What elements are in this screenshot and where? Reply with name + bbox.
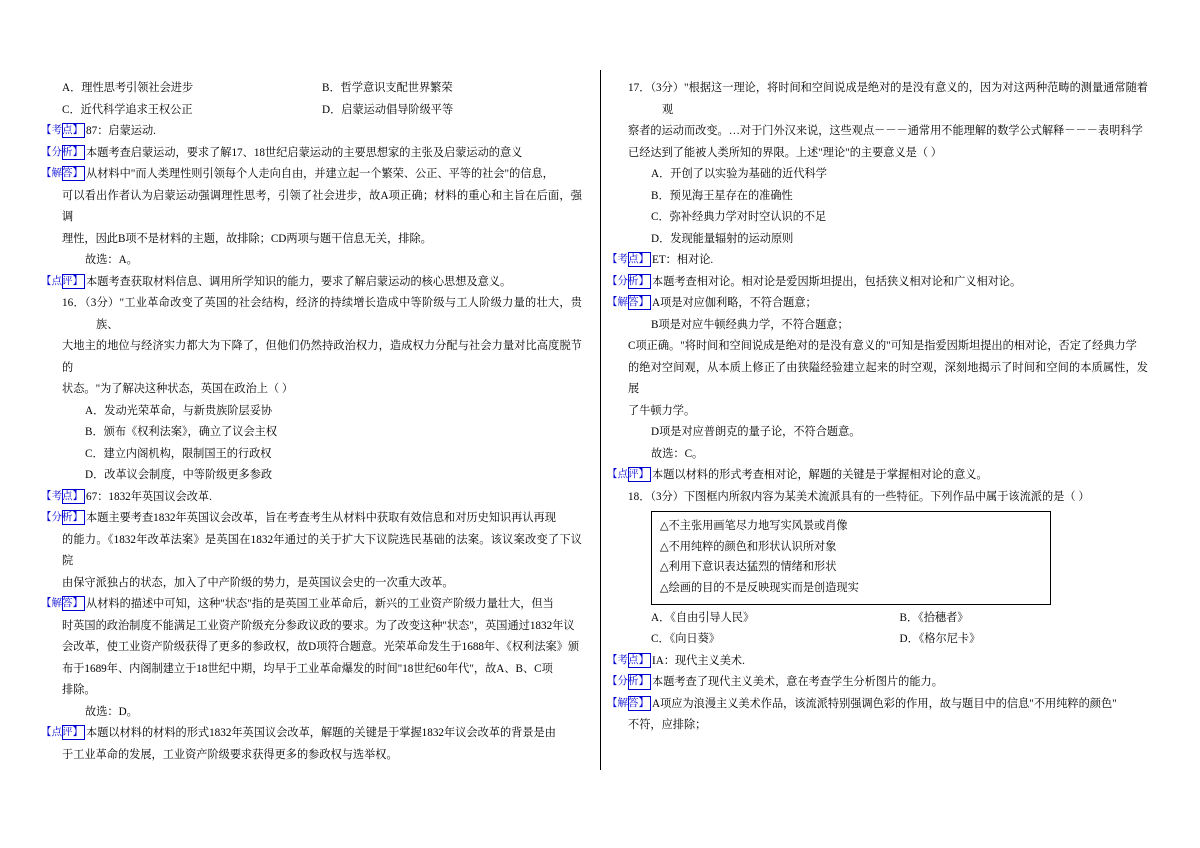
q17-stem3: 已经达到了能被人类所知的界限。上述"理论"的主要意义是（ ）	[628, 146, 942, 159]
q17-fenxi-text: 本题考查相对论。相对论是爱因斯坦提出，包括狭义相对论和广义相对论。	[652, 275, 1022, 288]
q18-jieda-p2: 不符，应排除；	[628, 719, 707, 732]
q17-dianping	[607, 465, 1148, 487]
q17-option-d: D．发现能量辐射的运动原则	[651, 232, 794, 245]
fenxi-tag: 【分析】	[628, 674, 651, 689]
q18-feature-1: △不主张用画笔尽力地写实风景或肖像	[660, 520, 848, 532]
q16-dianping-line1	[41, 723, 582, 745]
q16-fenxi-p3: 由保守派独占的状态，加入了中产阶级的势力，是英国议会史的一次重大改革。	[62, 576, 454, 589]
q17-jieda-p5: 了牛顿力学。	[628, 404, 696, 417]
q16-dianping-p1: 本题以材料的材料的形式1832年英国议会改革，解题的关键是于掌握1832年议会改革的背景是由	[86, 727, 556, 739]
kaodian-tag: 【考点】	[62, 123, 85, 138]
q16-option-c: C．建立内阁机构，限制国王的行政权	[85, 447, 272, 460]
q18-feature-2: △不用纯粹的颜色和形状认识所对象	[660, 540, 837, 553]
q17-jieda-p1: A项是对应伽利略，不符合题意；	[652, 297, 817, 309]
q18-number: 18．	[628, 490, 651, 503]
q15-options-cd	[62, 100, 582, 122]
q18-stem	[628, 487, 1148, 509]
q17-jieda-p2: B项是对应牛顿经典力学，不符合题意；	[651, 318, 849, 331]
fenxi-tag: 【分析】	[62, 510, 85, 525]
q15-fenxi-text: 本题考查启蒙运动，要求了解17、18世纪启蒙运动的主要思想家的主张及启蒙运动的意义	[86, 146, 523, 159]
q16-dianping-p2: 于工业革命的发展，工业资产阶级要求获得更多的参政权与选举权。	[62, 748, 398, 761]
q15-option-b: B．哲学意识支配世界繁荣	[322, 82, 453, 94]
q16-jieda-p1: 从材料的描述中可知，这种"状态"指的是英国工业革命后，新兴的工业资产阶级力量壮大，但当	[86, 598, 554, 610]
q17-option-b: B．预见海王星存在的准确性	[651, 189, 793, 202]
q17-jieda-p6: D项是对应普朗克的量子论，不符合题意。	[651, 426, 861, 438]
q15-jieda-p1: 从材料中"而人类理性则引领每个人走向自由，并建立起一个繁荣、公正、平等的社会"的信息，	[86, 168, 554, 180]
q16-fenxi-line1	[41, 508, 582, 530]
right-column	[607, 78, 1148, 737]
q15-option-c: C．近代科学追求王权公正	[62, 103, 193, 116]
jieda-tag: 【解答】	[628, 696, 651, 711]
q17-score: （3分）	[650, 82, 685, 94]
q15-options-ab	[62, 78, 582, 100]
fenxi-tag: 【分析】	[62, 145, 85, 160]
q18-stem-text: 下图框内所叙内容为某美术流派具有的一些特征。下列作品中属于该流派的是（ ）	[683, 490, 1090, 503]
left-column	[41, 78, 582, 766]
q18-fenxi	[607, 672, 1148, 694]
q18-option-b: B．《拾穗者》	[899, 611, 969, 624]
q16-jieda-p4: 布于1689年、内阁制建立于18世纪中期，均早于工业革命爆发的时间"18世纪60年代"，故A、B、C项	[62, 662, 553, 675]
dianping-tag: 【点评】	[62, 725, 85, 740]
q16-fenxi-p1: 本题主要考查1832年英国议会改革，旨在考查考生从材料中获取有效信息和对历史知识再认再现	[86, 512, 556, 524]
q16-jieda-p5: 排除。	[62, 684, 96, 696]
q18-score: （3分）	[650, 490, 684, 503]
dianping-tag: 【点评】	[62, 274, 85, 289]
q15-kaodian-text: 87：启蒙运动.	[86, 125, 156, 137]
q16-stem2: 大地主的地位与经济实力都大为下降了，但他们仍然持政治权力，造成权力分配与社会力量对比高度脱节的	[62, 340, 582, 374]
q17-fenxi	[607, 272, 1148, 294]
q15-jieda-line1	[41, 164, 582, 186]
q16-stem-line1	[62, 293, 582, 336]
q15-jieda-p2: 可以看出作者认为启蒙运动强调理性思考，引领了社会进步，故A项正确；材料的重心和主旨在后面，强调	[62, 189, 582, 223]
q17-option-c: C．弥补经典力学对时空认识的不足	[651, 211, 827, 223]
q18-option-a: A．《自由引导人民》	[651, 611, 755, 624]
q18-fenxi-text: 本题考查了现代主义美术，意在考查学生分析图片的能力。	[652, 676, 943, 689]
q18-option-d: D．《格尔尼卡》	[899, 633, 981, 646]
kaodian-tag: 【考点】	[628, 252, 651, 267]
q18-options-ab	[628, 608, 1148, 630]
q17-number: 17．	[628, 82, 651, 94]
q15-dianping	[41, 272, 582, 294]
q16-number: 16．	[62, 297, 85, 309]
q16-kaodian	[41, 487, 582, 509]
q17-jieda-answer: 故选：C。	[651, 447, 704, 460]
q16-fenxi-p2: 的能力。《1832年改革法案》是英国在1832年通过的关于扩大下议院选民基础的法案。该议案改变了下议院	[62, 533, 582, 567]
q16-jieda-p2: 时英国的政治制度不能满足工业资产阶级充分参政议政的要求。为了改变这种"状态"，英国通过1832年议	[62, 619, 575, 632]
q18-jieda-line1	[607, 694, 1148, 716]
q18-jieda-p1: A项应为浪漫主义美术作品，该流派特别强调色彩的作用，故与题目中的信息"不用纯粹的颜色"	[652, 697, 1117, 710]
jieda-tag: 【解答】	[62, 166, 85, 181]
q18-options-cd	[628, 629, 1148, 651]
q16-jieda-line1	[41, 594, 582, 616]
q16-option-d: D．改革议会制度，中等阶级更多参政	[85, 469, 273, 481]
q18-kaodian-text: IA：现代主义美术.	[652, 654, 745, 667]
q17-option-a: A．开创了以实验为基础的近代科学	[651, 168, 827, 180]
q17-dianping-text: 本题以材料的形式考查相对论，解题的关键是于掌握相对论的意义。	[652, 469, 988, 481]
q17-jieda-p3: C项正确。"将时间和空间说成是绝对的是没有意义的"可知是指爱因斯坦提出的相对论，否定了经典力学	[628, 340, 1137, 352]
q15-kaodian	[41, 121, 582, 143]
q18-feature-4: △绘画的目的不是反映现实而是创造现实	[660, 582, 859, 595]
q16-stem3: 状态。"为了解决这种状态，英国在政治上（ ）	[62, 383, 294, 395]
kaodian-tag: 【考点】	[628, 653, 651, 668]
q15-option-a: A．理性思考引领社会进步	[62, 82, 194, 94]
q18-option-c: C．《向日葵》	[651, 633, 720, 646]
column-divider	[600, 70, 601, 770]
q17-stem1: "根据这一理论，将时间和空间说成是绝对的是没有意义的，因为对这两种范畴的测量通常随着观	[662, 82, 1148, 116]
fenxi-tag: 【分析】	[628, 274, 651, 289]
q15-jieda-answer: 故选：A。	[85, 254, 138, 266]
q16-jieda-p3: 会改革，使工业资产阶级获得了更多的参政权，故D项符合题意。光荣革命发生于1688年、《权利法案》颁	[62, 641, 580, 653]
q16-kaodian-text: 67：1832年英国议会改革.	[86, 490, 212, 503]
jieda-tag: 【解答】	[62, 596, 85, 611]
q18-feature-3: △利用下意识表达猛烈的情绪和形状	[660, 561, 837, 574]
q18-kaodian	[607, 651, 1148, 673]
q16-score: （3分）	[84, 297, 120, 309]
q16-option-a: A．发动光荣革命，与新贵族阶层妥协	[85, 404, 273, 417]
q17-kaodian	[607, 250, 1148, 272]
q16-stem1: "工业革命改变了英国的社会结构，经济的持续增长造成中等阶级与工人阶级力量的壮大，贵族、	[96, 297, 582, 331]
q16-option-b: B．颁布《权利法案》，确立了议会主权	[85, 426, 278, 438]
q15-fenxi	[41, 143, 582, 165]
q15-dianping-text: 本题考查获取材料信息、调用所学知识的能力，要求了解启蒙运动的核心思想及意义。	[86, 275, 512, 288]
jieda-tag: 【解答】	[628, 295, 651, 310]
dianping-tag: 【点评】	[628, 467, 651, 482]
q18-feature-box	[651, 511, 1051, 605]
q15-option-d: D．启蒙运动倡导阶级平等	[322, 103, 454, 116]
q16-jieda-answer: 故选：D。	[85, 705, 138, 718]
q17-jieda-p4: 的绝对空间观，从本质上修正了由狭隘经验建立起来的时空观，深刻地揭示了时间和空间的本质属性，发展	[628, 361, 1148, 395]
q17-jieda-line1	[607, 293, 1148, 315]
q17-stem-line1	[628, 78, 1148, 121]
q17-kaodian-text: ET：相对论.	[652, 254, 714, 266]
kaodian-tag: 【考点】	[62, 489, 85, 504]
q15-jieda-p3: 理性，因此B项不是材料的主题，故排除；CD两项与题干信息无关，排除。	[62, 232, 432, 245]
q17-stem2: 察者的运动而改变。…对于门外汉来说，这些观点－－－通常用不能理解的数学公式解释－－－表明科学	[628, 125, 1143, 137]
